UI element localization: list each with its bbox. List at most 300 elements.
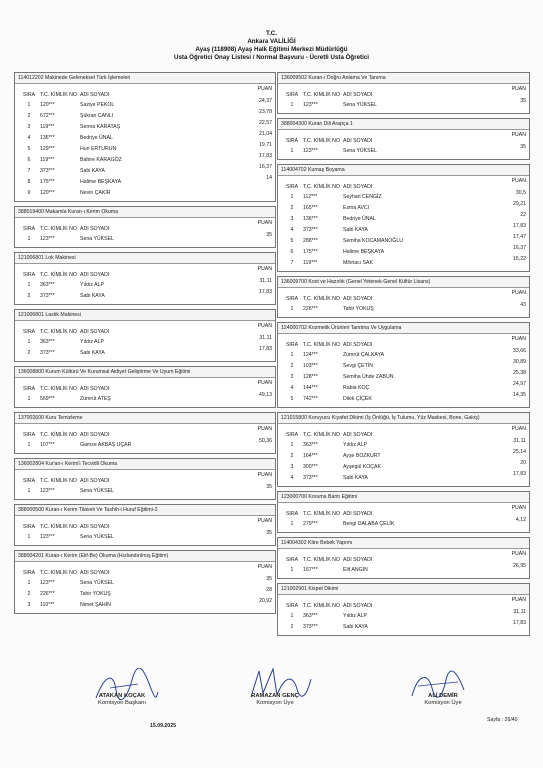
person-name: Sena YÜKSEL (80, 488, 114, 494)
course-table (15, 516, 275, 545)
table-row (18, 122, 272, 133)
table-row (18, 280, 272, 291)
column-header-name: ADI SOYADI (343, 432, 373, 438)
course-title: 121002901 Kispet Dikimi (278, 584, 529, 595)
course-box (277, 412, 530, 487)
tc-number: 124*** (303, 352, 318, 358)
course-table (15, 378, 275, 407)
course-table (15, 218, 275, 247)
table-row (281, 225, 526, 236)
header-line-1: T.C. (266, 30, 277, 37)
tc-number: 373*** (303, 624, 318, 630)
row-number: 1 (290, 613, 294, 619)
score-value: 24,37 (259, 98, 272, 104)
table-row (18, 348, 272, 359)
puan-header: PUAN (257, 86, 272, 92)
tc-number: 136*** (303, 216, 318, 222)
column-header-sira: SIRA (22, 92, 36, 98)
course-box (14, 366, 276, 408)
course-box (277, 537, 530, 579)
table-row (18, 188, 272, 199)
column-header-sira: SIRA (22, 478, 36, 484)
person-name: Dilek ÇİÇEK (343, 396, 372, 402)
column-header-tc: T.C. KİMLİK NO (40, 432, 77, 438)
puan-header: PUAN (257, 518, 272, 524)
course-title: 136009700 Kost ve Hazırlık (Genel Yetenek-Genel Kültür Lisans) (278, 277, 529, 288)
puan-header: PUAN (511, 505, 526, 511)
table-header-row (281, 178, 526, 190)
table-row (281, 440, 526, 451)
row-number: 1 (27, 442, 31, 448)
course-box (14, 206, 276, 248)
person-name: Halime BEŞKAYA (80, 179, 122, 185)
table-row (18, 144, 272, 155)
column-header-sira: SIRA (22, 329, 36, 335)
document-date: 15.09.2025 (150, 723, 176, 729)
column-header-tc: T.C. KİMLİK NO (303, 511, 340, 517)
row-number: 1 (290, 567, 294, 573)
score-value: 17,83 (513, 620, 526, 626)
column-header-name: ADI SOYADI (343, 342, 373, 348)
right-column (277, 72, 530, 640)
tc-number: 119*** (303, 260, 318, 266)
signature-block-2 (235, 693, 315, 707)
tc-number: 288*** (303, 238, 318, 244)
column-header-tc: T.C. KİMLİK NO (303, 184, 340, 190)
course-title: 388004201 Kuran-ı Kerim (Elif-Be) Okuma (Hızlandırılmış Eğitim) (15, 551, 275, 562)
table-header-row (281, 290, 526, 302)
row-number: 4 (290, 475, 294, 481)
course-title: 136009502 Kuran-ı Doğru Anlama Ve Tanıma (278, 73, 529, 84)
table-header-row (281, 597, 526, 609)
tc-number: 123*** (40, 580, 55, 586)
course-title: 114004702 Kumaş Boyama (278, 165, 529, 176)
table-header-row (281, 551, 526, 563)
table-row (18, 440, 272, 451)
puan-header: PUAN (511, 132, 526, 138)
course-table (15, 424, 275, 453)
signer-name: ATAKAN KOÇAK (98, 693, 146, 699)
person-name: Yıldız ALP (343, 442, 367, 448)
tc-number: 175*** (40, 179, 55, 185)
column-header-sira: SIRA (285, 557, 299, 563)
tc-number: 226*** (40, 591, 55, 597)
person-name: Zümrüt ATEŞ (80, 396, 111, 402)
column-header-tc: T.C. KİMLİK NO (303, 557, 340, 563)
row-number: 2 (27, 293, 31, 299)
score-value: 20 (520, 460, 526, 466)
course-box (277, 164, 530, 272)
puan-header: PUAN (257, 220, 272, 226)
score-value: 17,83 (513, 223, 526, 229)
row-number: 1 (290, 306, 294, 312)
course-box (277, 118, 530, 160)
column-header-sira: SIRA (22, 386, 36, 392)
person-name: Bengi DALABA ÇELİK (343, 521, 395, 527)
table-row (281, 304, 526, 315)
person-name: Yıldız ALP (343, 613, 367, 619)
tc-number: 363*** (40, 339, 55, 345)
tc-number: 373*** (303, 227, 318, 233)
puan-header: PUAN (257, 564, 272, 570)
row-number: 1 (27, 488, 31, 494)
table-header-row (281, 86, 526, 98)
document-header (0, 30, 543, 62)
puan-header: PUAN (257, 266, 272, 272)
course-box (277, 322, 530, 408)
person-name: Sabi KAYA (80, 293, 105, 299)
table-header-row (281, 505, 526, 517)
row-number: 3 (27, 602, 31, 608)
score-value: 19,71 (259, 142, 272, 148)
score-value: 49,13 (259, 392, 272, 398)
table-row (281, 622, 526, 633)
person-name: Mihriacı SAK (343, 260, 373, 266)
table-row (18, 100, 272, 111)
tc-number: 373*** (40, 293, 55, 299)
table-header-row (18, 426, 272, 438)
score-value: 22,57 (259, 120, 272, 126)
score-value: 20,92 (259, 598, 272, 604)
course-box (14, 458, 276, 500)
column-header-tc: T.C. KİMLİK NO (40, 478, 77, 484)
signature-block-1 (82, 693, 162, 707)
signer-role: Komisyon Üye (256, 700, 294, 706)
row-number: 1 (290, 148, 294, 154)
person-name: Yıldız ALP (80, 339, 104, 345)
table-row (281, 565, 526, 576)
score-value: 28 (266, 587, 272, 593)
person-name: Elif ANGIN (343, 567, 368, 573)
score-value: 15,22 (513, 256, 526, 262)
row-number: 1 (27, 580, 31, 586)
person-name: Semiha KOCAMANOĞLU (343, 238, 403, 244)
table-row (18, 234, 272, 245)
course-title: 124000702 Kozmetik Ürünleri Tanıtma Ve Uygulama (278, 323, 529, 334)
person-name: Ayşe BOZKURT (343, 453, 381, 459)
column-header-name: ADI SOYADI (80, 432, 110, 438)
score-value: 25,14 (513, 449, 526, 455)
table-row (18, 532, 272, 543)
score-value: 17,83 (513, 471, 526, 477)
person-name: Sena YÜKSEL (343, 148, 377, 154)
header-line-4: Usta Öğretici Onay Listesi / Normal Başvuru - Ücretli Usta Öğretici (174, 54, 369, 61)
person-name: Nimet ŞAHİN (80, 602, 111, 608)
course-box (14, 309, 276, 362)
row-number: 1 (27, 396, 31, 402)
row-number: 2 (27, 591, 31, 597)
tc-number: 129*** (40, 146, 55, 152)
row-number: 2 (27, 350, 31, 356)
person-name: Saziye PEKOL (80, 102, 115, 108)
row-number: 5 (290, 238, 294, 244)
score-value: 25,38 (513, 370, 526, 376)
table-row (281, 361, 526, 372)
course-table (15, 470, 275, 499)
table-header-row (18, 472, 272, 484)
person-name: Bahire KARAGÖZ (80, 157, 122, 163)
column-header-tc: T.C. KİMLİK NO (303, 138, 340, 144)
table-header-row (281, 336, 526, 348)
score-value: 22 (520, 212, 526, 218)
course-title: 137002600 Kuru Temizleme (15, 413, 275, 424)
person-name: Bedriye ÜNAL (80, 135, 113, 141)
course-title: 121006801 Lok Makinesi (15, 253, 275, 264)
table-header-row (18, 220, 272, 232)
course-table (278, 130, 529, 159)
tc-number: 144*** (303, 385, 318, 391)
row-number: 4 (290, 227, 294, 233)
table-header-row (281, 426, 526, 438)
table-header-row (18, 564, 272, 576)
column-header-tc: T.C. KİMLİK NO (40, 92, 77, 98)
puan-header: PUAN (511, 290, 526, 296)
tc-number: 103*** (303, 363, 318, 369)
score-value: 17,83 (259, 346, 272, 352)
course-table (278, 176, 529, 271)
person-name: Zümrüt ÇALKAYA (343, 352, 385, 358)
column-header-sira: SIRA (285, 296, 299, 302)
column-header-name: ADI SOYADI (80, 386, 110, 392)
puan-header: PUAN (257, 426, 272, 432)
row-number: 7 (27, 168, 31, 174)
table-row (18, 111, 272, 122)
tc-number: 226*** (303, 306, 318, 312)
course-title: 121015800 Koruyucu Kıyafet Dikimi (İş Önlüğü, İş Tulumu, Yüz Maskesi, Bone, Galoş) (278, 413, 529, 424)
row-number: 3 (27, 124, 31, 130)
tc-number: 373*** (303, 475, 318, 481)
person-name: Sabi KAYA (80, 168, 105, 174)
puan-header: PUAN (511, 426, 526, 432)
course-table (278, 84, 529, 113)
course-title: 136002804 Kur'an-ı Kerim'i Tecvidli Okuma (15, 459, 275, 470)
course-table (15, 562, 275, 613)
column-header-sira: SIRA (285, 342, 299, 348)
table-row (281, 519, 526, 530)
table-row (281, 247, 526, 258)
tc-number: 107*** (40, 442, 55, 448)
score-value: 26,95 (513, 563, 526, 569)
column-header-tc: T.C. KİMLİK NO (303, 296, 340, 302)
puan-header: PUAN (511, 178, 526, 184)
left-column (14, 72, 276, 618)
puan-header: PUAN (257, 380, 272, 386)
score-value: 16,37 (259, 164, 272, 170)
person-name: Semiha Ühde ZABUN (343, 374, 394, 380)
column-header-name: ADI SOYADI (343, 603, 373, 609)
table-row (281, 214, 526, 225)
score-value: 35 (266, 576, 272, 582)
tc-number: 112*** (303, 194, 318, 200)
column-header-name: ADI SOYADI (80, 226, 110, 232)
tc-number: 110*** (40, 602, 55, 608)
course-table (15, 264, 275, 304)
score-value: 24,97 (513, 381, 526, 387)
person-name: Huri ERTURUN (80, 146, 117, 152)
tc-number: 175*** (303, 249, 318, 255)
score-value: 35 (520, 98, 526, 104)
table-row (18, 291, 272, 302)
person-name: Ayşegül KOÇAK (343, 464, 381, 470)
column-header-name: ADI SOYADI (343, 92, 373, 98)
course-table (278, 503, 529, 532)
signer-role: Komisyon Üye (424, 700, 462, 706)
table-row (281, 394, 526, 405)
signature-block-3 (403, 693, 483, 707)
column-header-name: ADI SOYADI (343, 511, 373, 517)
row-number: 2 (27, 113, 31, 119)
column-header-name: ADI SOYADI (343, 184, 373, 190)
table-row (281, 203, 526, 214)
score-value: 16,37 (513, 245, 526, 251)
puan-header: PUAN (511, 86, 526, 92)
person-name: Sabi KAYA (343, 624, 368, 630)
person-name: Rabia KOÇ (343, 385, 370, 391)
table-row (281, 473, 526, 484)
header-line-3: Ayaş (118908) Ayaş Halk Eğitimi Merkezi Müdürlüğü (195, 46, 348, 53)
tc-number: 373*** (40, 350, 55, 356)
puan-header: PUAN (511, 551, 526, 557)
table-row (281, 383, 526, 394)
table-header-row (18, 518, 272, 530)
table-header-row (18, 380, 272, 392)
score-value: 29,21 (513, 201, 526, 207)
person-name: Şükran CANLI (80, 113, 114, 119)
column-header-name: ADI SOYADI (80, 524, 110, 530)
tc-number: 164*** (303, 453, 318, 459)
column-header-sira: SIRA (22, 570, 36, 576)
score-value: 31,11 (259, 278, 272, 284)
row-number: 5 (290, 396, 294, 402)
signer-role: Komisyon Başkanı (97, 700, 146, 706)
column-header-sira: SIRA (22, 524, 36, 530)
person-name: Halime BEŞKAYA (343, 249, 385, 255)
course-box (14, 550, 276, 614)
column-header-tc: T.C. KİMLİK NO (40, 524, 77, 530)
table-header-row (18, 86, 272, 98)
person-name: Nevin ÇAKIR (80, 190, 111, 196)
person-name: Seyhan CENGİZ (343, 194, 382, 200)
column-header-tc: T.C. KİMLİK NO (303, 92, 340, 98)
signer-name: RAMAZAN GENÇ (251, 693, 299, 699)
score-value: 21,04 (259, 131, 272, 137)
course-title: 114004302 Kitre Bebek Yapımı (278, 538, 529, 549)
table-row (281, 462, 526, 473)
score-value: 17,47 (513, 234, 526, 240)
course-box (14, 252, 276, 305)
row-number: 2 (290, 453, 294, 459)
table-row (18, 486, 272, 497)
person-name: Sena YÜKSEL (80, 580, 114, 586)
course-title: 388019400 Makamla Kuran-ı Kerim Okuma (15, 207, 275, 218)
table-row (281, 611, 526, 622)
row-number: 8 (27, 179, 31, 185)
person-name: Sena YÜKSEL (80, 534, 114, 540)
row-number: 6 (290, 249, 294, 255)
course-box (277, 583, 530, 636)
row-number: 1 (290, 194, 294, 200)
person-name: Sabi KAYA (80, 350, 105, 356)
course-box (277, 72, 530, 114)
column-header-sira: SIRA (285, 432, 299, 438)
score-value: 14 (266, 175, 272, 181)
person-name: Sena YÜKSEL (80, 236, 114, 242)
puan-header: PUAN (257, 472, 272, 478)
person-name: Sevgi ÇETİN (343, 363, 373, 369)
course-table (278, 334, 529, 407)
table-row (281, 100, 526, 111)
column-header-sira: SIRA (285, 92, 299, 98)
score-value: 30,5 (515, 190, 526, 196)
row-number: 7 (290, 260, 294, 266)
tc-number: 363*** (303, 442, 318, 448)
tc-number: 119*** (40, 124, 55, 130)
column-header-sira: SIRA (285, 511, 299, 517)
table-row (281, 350, 526, 361)
course-box (277, 276, 530, 318)
score-value: 17,83 (259, 289, 272, 295)
row-number: 1 (27, 339, 31, 345)
table-row (281, 192, 526, 203)
course-title: 388000500 Kuran-ı Kerim Tilaveti Ve Tashih-i Huruf Eğitimi-2 (15, 505, 275, 516)
column-header-sira: SIRA (22, 272, 36, 278)
score-value: 50,36 (259, 438, 272, 444)
tc-number: 136*** (40, 135, 55, 141)
column-header-tc: T.C. KİMLİK NO (303, 432, 340, 438)
person-name: Sabi KAYA (343, 227, 368, 233)
table-row (18, 589, 272, 600)
course-title: 114012202 Makinede Geleneksel Türk İşlemeleri (15, 73, 275, 84)
score-value: 43 (520, 302, 526, 308)
row-number: 4 (290, 385, 294, 391)
person-name: Gamze AKBAŞ UÇAR (80, 442, 132, 448)
row-number: 3 (290, 374, 294, 380)
table-row (18, 337, 272, 348)
table-row (18, 600, 272, 611)
score-value: 17,83 (259, 153, 272, 159)
table-row (281, 258, 526, 269)
row-number: 1 (27, 236, 31, 242)
course-title: 123000700 Koruma Bantı Eğitimi (278, 492, 529, 503)
score-value: 23,78 (259, 109, 272, 115)
score-value: 33,66 (513, 348, 526, 354)
course-table (15, 321, 275, 361)
row-number: 1 (290, 102, 294, 108)
row-number: 1 (290, 352, 294, 358)
column-header-sira: SIRA (285, 603, 299, 609)
row-number: 1 (27, 102, 31, 108)
course-table (278, 424, 529, 486)
table-row (18, 155, 272, 166)
column-header-name: ADI SOYADI (80, 329, 110, 335)
person-name: Bedriye ÜNAL (343, 216, 376, 222)
row-number: 3 (290, 216, 294, 222)
course-title: 121006801 Lastik Makinesi (15, 310, 275, 321)
column-header-name: ADI SOYADI (80, 478, 110, 484)
row-number: 9 (27, 190, 31, 196)
table-row (281, 146, 526, 157)
score-value: 31,11 (259, 335, 272, 341)
tc-number: 123*** (303, 102, 318, 108)
table-row (281, 372, 526, 383)
row-number: 6 (27, 157, 31, 163)
tc-number: 128*** (303, 374, 318, 380)
score-value: 14,35 (513, 392, 526, 398)
puan-header: PUAN (511, 597, 526, 603)
row-number: 2 (290, 363, 294, 369)
column-header-tc: T.C. KİMLİK NO (40, 226, 77, 232)
tc-number: 569*** (40, 396, 55, 402)
